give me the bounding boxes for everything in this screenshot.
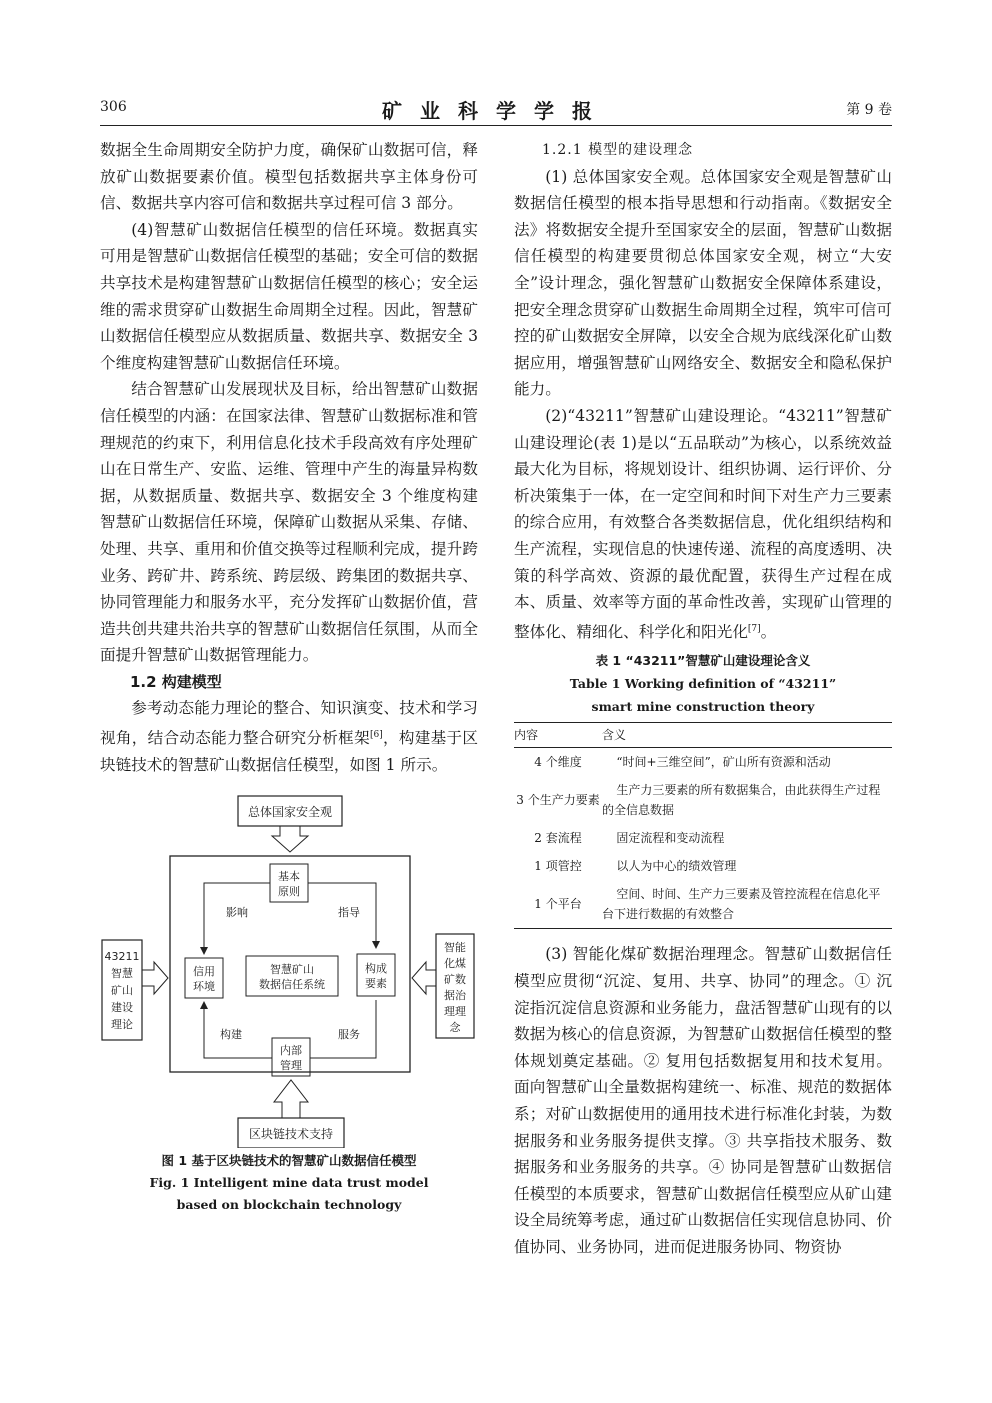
trust-env-label-2: 环境 bbox=[193, 980, 215, 994]
table-cell: 生产力三要素的所有数据集合，由此获得生产过程的全信息数据 bbox=[602, 783, 881, 818]
left-theory-label-1: 43211 bbox=[104, 950, 140, 964]
table-cell: 固定流程和变动流程 bbox=[616, 831, 725, 846]
citation: [7] bbox=[747, 623, 761, 634]
figure-caption bbox=[100, 1150, 478, 1216]
right-concept-label-6: 念 bbox=[449, 1021, 461, 1035]
table-row bbox=[514, 776, 892, 824]
right-concept-label-1: 智能 bbox=[444, 941, 466, 955]
hollow-arrow-down bbox=[272, 826, 308, 852]
center-label-1: 智慧矿山 bbox=[270, 963, 314, 977]
guide-label: 指导 bbox=[338, 906, 360, 920]
principle-label-2: 原则 bbox=[278, 885, 300, 899]
page-number: 306 bbox=[100, 99, 127, 115]
table-1 bbox=[514, 722, 892, 929]
table-cell: 4 个维度 bbox=[534, 755, 582, 770]
table-cell: 3 个生产力要素 bbox=[516, 793, 600, 808]
build-label: 构建 bbox=[220, 1028, 242, 1042]
paragraph: (4)智慧矿山数据信任模型的信任环境。数据真实可用是智慧矿山数据信任模型的基础；安全可信的数据共享技术是构建智慧矿山数据信任模型的核心；安全运维的需求贯穿矿山数据生命周期全过程。因此，智慧矿山数据信任模型应从数据质量、数据共享、数据安全 3 个维度构建智慧矿山数据信任环境。 bbox=[100, 220, 478, 372]
right-concept-label-3: 矿数 bbox=[444, 973, 466, 987]
left-theory-label-4: 建设 bbox=[111, 1001, 133, 1015]
table-caption-en-1: Table 1 Working definition of “43211” bbox=[569, 676, 837, 692]
table-header: 含义 bbox=[602, 723, 892, 748]
figure-caption-en-1: Fig. 1 Intelligent mine data trust model bbox=[149, 1175, 429, 1191]
internal-label-2: 管理 bbox=[280, 1059, 302, 1073]
table-cell: “时间+三维空间”，矿山所有资源和活动 bbox=[616, 755, 831, 770]
table-cell: 1 项管控 bbox=[534, 859, 582, 874]
table-cell: 空间、时间、生产力三要素及管控流程在信息化平台下进行数据的有效整合 bbox=[602, 887, 881, 922]
hollow-arrow-left bbox=[412, 962, 436, 994]
table-caption-cn: 表 1 “43211”智慧矿山建设理论含义 bbox=[595, 653, 811, 669]
table-row bbox=[514, 824, 892, 852]
paragraph: (3) 智能化煤矿数据治理理念。智慧矿山数据信任模型应贯彻“沉淀、复用、共享、协同”的理念。① 沉淀指沉淀信息资源和业务能力，盘活智慧矿山现有的以数据为核心的信息资源，为智慧矿山数据信任模型的整体规划奠定基础。② 复用包括数据复用和技术复用。面向智慧矿山全量数据构建统一、标准、规范的数据体系；对矿山数据使用的通用技术进行标准化封装，为数据服务和业务服务提供支撑。③ 共享指技术服务、数据服务和业务服务的共享。④ 协同是智慧矿山数据信任模型的本质要求，智慧矿山数据信任模型应从矿山建设全局统筹考虑，通过矿山数据信任实现信息协同、价值协同、业务协同，进而促进服务协同、物资协 bbox=[514, 945, 892, 1256]
elements-label-2: 要素 bbox=[365, 977, 387, 991]
influence-label: 影响 bbox=[226, 906, 248, 920]
paragraph-text: 。 bbox=[760, 622, 777, 641]
right-concept-label-2: 化煤 bbox=[444, 957, 466, 971]
top-box-label: 总体国家安全观 bbox=[247, 805, 333, 820]
internal-label-1: 内部 bbox=[280, 1044, 302, 1058]
paragraph: 数据全生命周期安全防护力度，确保矿山数据可信，释放矿山数据要素价值。模型包括数据共享主体身份可信、数据共享内容可信和数据共享过程可信 3 部分。 bbox=[100, 141, 478, 213]
right-column bbox=[514, 137, 892, 1261]
trust-env-label-1: 信用 bbox=[193, 965, 215, 979]
table-cell: 以人为中心的绩效管理 bbox=[616, 859, 737, 874]
table-cell-wrap bbox=[602, 824, 892, 852]
principle-label-1: 基本 bbox=[278, 870, 300, 884]
table-header-row bbox=[514, 723, 892, 748]
table-header: 内容 bbox=[514, 723, 602, 748]
left-column bbox=[100, 137, 478, 1218]
right-concept-label-5: 理理 bbox=[444, 1005, 466, 1019]
subsection-heading: 1.2.1 模型的建设理念 bbox=[542, 142, 694, 158]
table-row bbox=[514, 880, 892, 929]
diagram-svg bbox=[100, 788, 478, 1148]
section-heading: 1.2 构建模型 bbox=[130, 672, 222, 691]
bottom-box-label: 区块链技术支持 bbox=[248, 1127, 334, 1142]
paragraph: (1) 总体国家安全观。总体国家安全观是智慧矿山数据信任模型的根本指导思想和行动指南。《数据安全法》将数据安全提升至国家安全的层面，智慧矿山数据信任模型的构建要贯彻总体国家安全观，树立“大安全”设计理念，强化智慧矿山数据安全保障体系建设，把安全理念贯穿矿山数据生命周期全过程，筑牢可信可控的矿山数据安全屏障，以安全合规为底线深化矿山数据应用，增强智慧矿山网络安全、数据安全和隐私保护能力。 bbox=[514, 167, 892, 399]
serve-label: 服务 bbox=[338, 1028, 360, 1042]
table-cell-wrap bbox=[602, 852, 892, 880]
center-label-2: 数据信任系统 bbox=[259, 978, 325, 992]
paragraph: 结合智慧矿山发展现状及目标，给出智慧矿山数据信任模型的内涵：在国家法律、智慧矿山数据标准和管理规范的约束下，利用信息化技术手段高效有序处理矿山在日常生产、安监、运维、管理中产生的海量异构数据，从数据质量、数据共享、数据安全 3 个维度构建智慧矿山数据信任环境，保障矿山数据从采集、存储、处理、共享、重用和价值交换等过程顺利完成，提升跨业务、跨矿井、跨系统、跨层级、跨集团的数据共享、协同管理能力和服务水平，充分发挥矿山数据价值，营造共创共建共治共享的智慧矿山数据信任氛围，从而全面提升智慧矿山数据管理能力。 bbox=[100, 380, 478, 665]
table-cell: 1 个平台 bbox=[514, 880, 602, 929]
paragraph bbox=[100, 695, 478, 778]
figure-caption-en-2: based on blockchain technology bbox=[176, 1197, 402, 1213]
table-row bbox=[514, 748, 892, 777]
table-cell-wrap bbox=[602, 748, 892, 777]
paragraph bbox=[514, 403, 892, 646]
table-cell-wrap bbox=[602, 776, 892, 824]
paragraph-text: ，构建基于区块链技术的智慧矿山数据信任模型，如图 1 所示。 bbox=[100, 729, 478, 774]
header-rule bbox=[100, 125, 892, 126]
table-row bbox=[514, 852, 892, 880]
citation: [6] bbox=[369, 730, 383, 741]
hollow-arrow-up bbox=[274, 1080, 308, 1118]
volume-label: 第 9 卷 bbox=[846, 102, 892, 118]
hollow-arrow-right bbox=[142, 962, 168, 994]
left-theory-label-3: 矿山 bbox=[111, 984, 133, 998]
page-header bbox=[100, 95, 892, 125]
table-cell: 2 套流程 bbox=[534, 831, 582, 846]
left-theory-label-5: 理论 bbox=[111, 1018, 133, 1032]
right-concept-label-4: 据治 bbox=[444, 989, 466, 1003]
table-caption-en-2: smart mine construction theory bbox=[591, 699, 815, 715]
left-theory-label-2: 智慧 bbox=[111, 967, 133, 981]
journal-title: 矿业科学学报 bbox=[382, 99, 610, 123]
paragraph-text: 参考动态能力理论的整合、知识演变、技术和学习视角，结合动态能力整合研究分析框架 bbox=[100, 699, 478, 748]
figure-1-diagram bbox=[100, 788, 478, 1218]
paragraph-text: (2)“43211”智慧矿山建设理论。“43211”智慧矿山建设理论(表 1)是以“五品联动”为核心，以系统效益最大化为目标，将规划设计、组织协调、运行评价、分析决策集于一体，在一定空间和时间下对生产力三要素的综合应用，有效整合各类数据信息，优化组织结构和生产流程，实现信息的快速传递、流程的高度透明、决策的科学高效、资源的最优配置，获得生产过程在成本、质量、效率等方面的革命性改善，实现矿山管理的整体化、精细化、科学化和阳光化 bbox=[514, 406, 892, 641]
elements-label-1: 构成 bbox=[365, 962, 387, 976]
figure-caption-cn: 图 1 基于区块链技术的智慧矿山数据信任模型 bbox=[161, 1153, 417, 1169]
table-cell-wrap bbox=[602, 880, 892, 929]
